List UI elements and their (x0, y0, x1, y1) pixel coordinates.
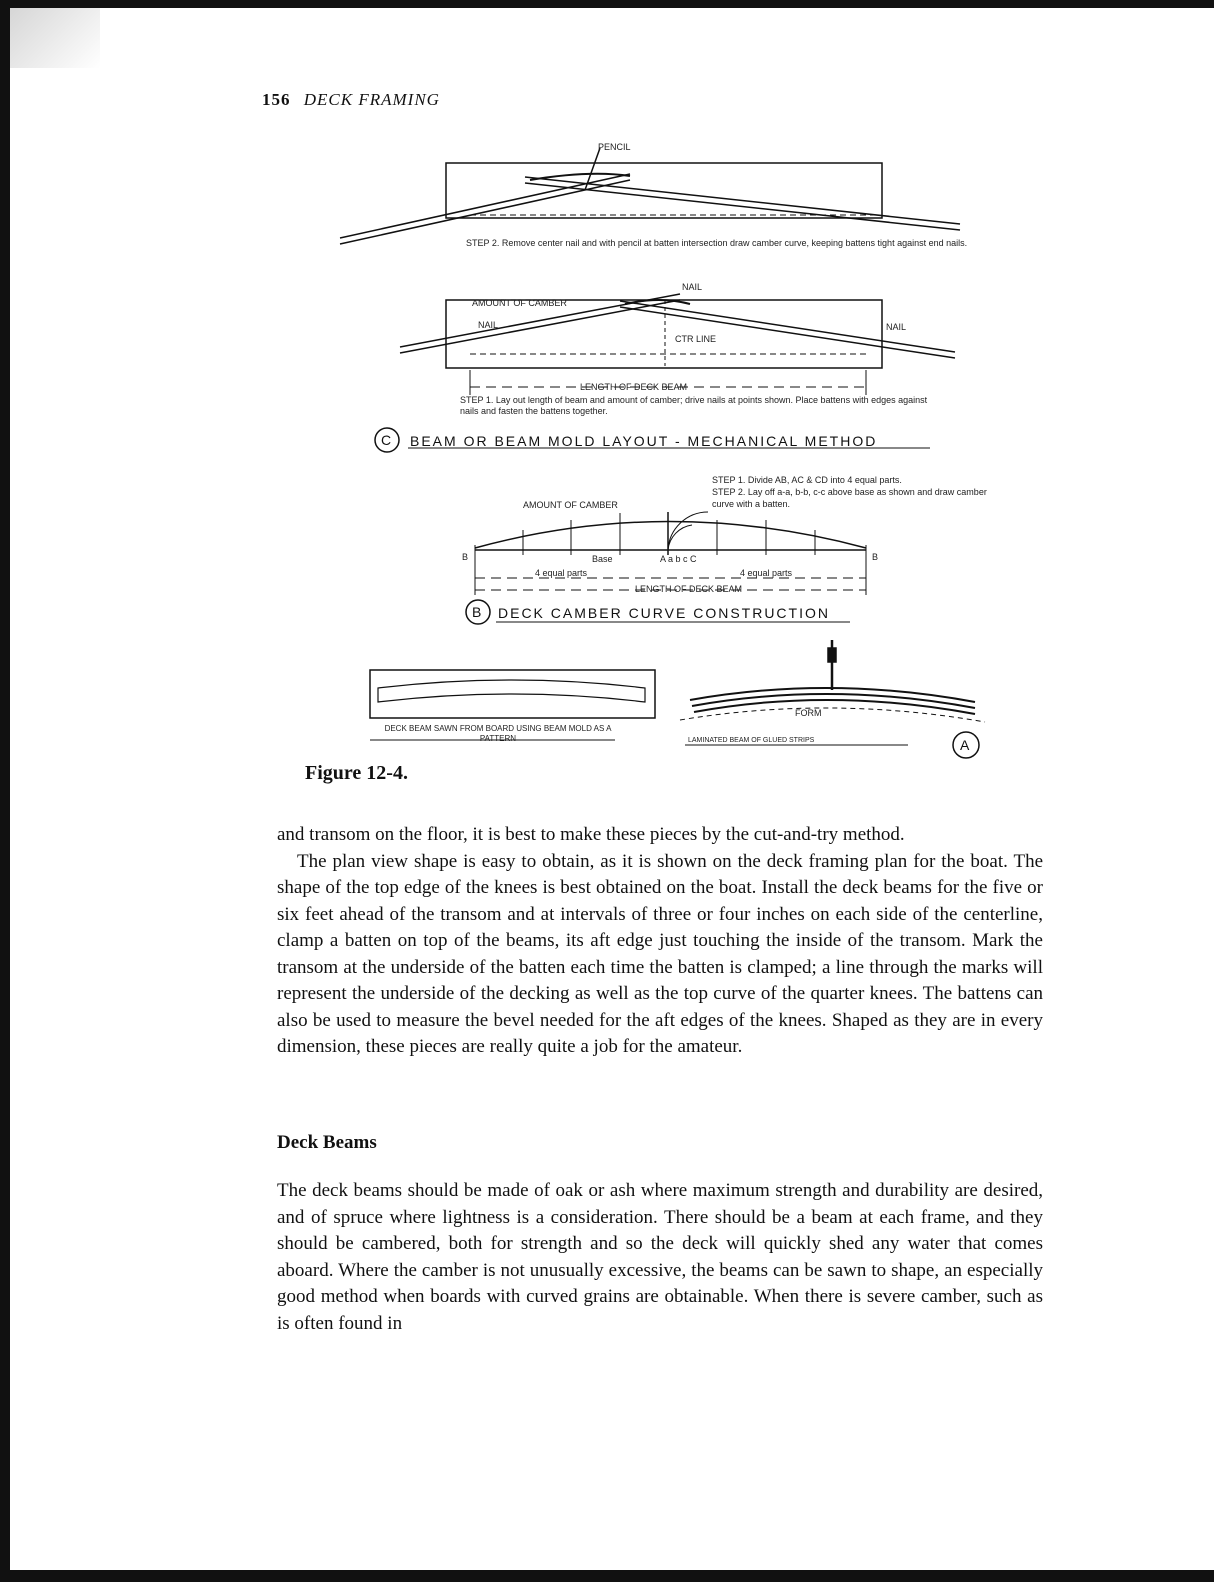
body-text-top (277, 822, 1043, 1061)
figure-caption: Figure 12-4. (305, 762, 408, 784)
label-point-b-right: B (872, 552, 879, 562)
paragraph-2: The plan view shape is easy to obtain, as it is shown on the deck framing plan for the boat. The shape of the top edge of the knees is best obtained on the boat. Install the deck beams for the five or six feet ahead of the transom and at intervals of three or four inches on each side of the centerline, clamp a batten on top of the beams, its aft edge just touching the inside of the transom. Mark the transom at the underside of the batten each time the batten is clamped; a line through the marks will represent the underside of the decking as well as the top curve of the quarter knees. The battens can also be used to measure the bevel needed for the aft edges of the knees. Shaped as they are in every dimension, these pieces are really quite a job for the amateur. (277, 850, 1043, 1057)
b-circle-label: B (472, 604, 484, 620)
a-sawn-text: DECK BEAM SAWN FROM BOARD USING BEAM MOLD AS A PATTERN (384, 724, 612, 743)
c-step2-line1 (466, 238, 967, 248)
label-length-deck-beam-b: LENGTH OF DECK BEAM (635, 584, 743, 594)
label-equal-parts-right: 4 equal parts (740, 568, 793, 578)
body-text-bottom (277, 1178, 1043, 1337)
b-step2-text: STEP 2. Lay off a-a, b-b, c-c above base as shown and draw camber curve with a batten. (712, 487, 987, 509)
label-nail-top: NAIL (682, 282, 703, 292)
a-circle-label: A (960, 737, 972, 753)
label-nail-right: NAIL (886, 322, 907, 332)
section-heading: Deck Beams (277, 1132, 377, 1153)
label-equal-parts-left: 4 equal parts (535, 568, 588, 578)
chapter-title: DECK FRAMING (303, 90, 440, 109)
panel-c-step1-drawing (375, 294, 955, 452)
b-step1-text: STEP 1. Divide AB, AC & CD into 4 equal parts. (712, 475, 902, 485)
c-circle-label: C (381, 432, 394, 448)
paragraph-1: and transom on the floor, it is best to make these pieces by the cut-and-try method. (277, 824, 905, 845)
label-amount-camber-c: AMOUNT OF CAMBER (472, 298, 567, 308)
panel-c-step2-drawing (340, 148, 960, 244)
label-amount-camber-b: AMOUNT OF CAMBER (523, 500, 618, 510)
label-length-deck-beam-c: LENGTH OF DECK BEAM (580, 382, 688, 392)
label-form: FORM (795, 708, 822, 718)
label-ctr-line: CTR LINE (675, 334, 717, 344)
b-title: DECK CAMBER CURVE CONSTRUCTION (498, 605, 830, 621)
c-step2-text: STEP 2. Remove center nail and with pencil at batten intersection draw camber curve, keeping battens tight against end nails. (466, 238, 968, 248)
a-sawn-wrap (368, 724, 628, 750)
a-laminated-text: LAMINATED BEAM OF GLUED STRIPS (688, 737, 815, 744)
c-step1-text: STEP 1. Lay out length of beam and amount of camber; drive nails at points shown. Place battens with edges against nails and fasten the battens together. (460, 395, 928, 416)
b-steps-wrap (712, 474, 992, 524)
label-nail-left: NAIL (478, 320, 499, 330)
label-abc: A a b c C (660, 554, 697, 564)
label-base: Base (592, 554, 613, 564)
c-step1-wrap (460, 395, 940, 427)
paragraph-3: The deck beams should be made of oak or ash where maximum strength and durability are desired, and of spruce where lightness is a consideration. There should be a beam at each frame, and they should be cambered, both for strength and so the deck will quickly shed any water that comes aboard. Where the camber is not unusually excessive, the beams can be sawn to shape, an especially good method when boards with curved grains are obtainable. When there is severe camber, such as is often found in (277, 1180, 1043, 1334)
label-pencil: PENCIL (598, 142, 631, 152)
label-point-b-left: B (462, 552, 469, 562)
c-title: BEAM OR BEAM MOLD LAYOUT - MECHANICAL METHOD (410, 433, 878, 449)
page-number: 156 (262, 90, 291, 109)
